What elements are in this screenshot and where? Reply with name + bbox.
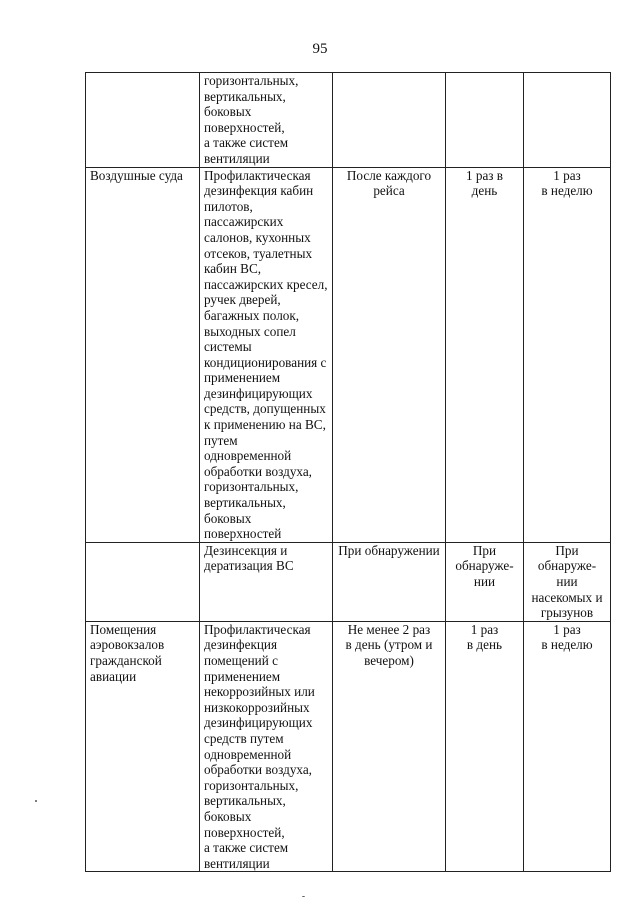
frequency-a-cell: 1 раз в день [446, 167, 524, 542]
object-cell: Помещения аэровокзалов гражданской авиации [86, 621, 200, 872]
frequency-b-cell: 1 раз в неделю [524, 167, 611, 542]
page-number: 95 [312, 41, 328, 57]
frequency-a-cell: 1 раз в день [446, 621, 524, 872]
frequency-b-cell: 1 раз в неделю [524, 621, 611, 872]
measure-cell: Профилактическая дезинфекция кабин пилотов, пассажирских салонов, кухонных отсеков, туалетных кабин ВС, пассажирских кресел, ручек дверей, багажных полок, выходных сопел системы кондиционирования с применением дезинфицирующих средств, допущенных к применению на ВС, путем одновременной обработки воздуха, горизонтальных, вертикальных, боковых поверхностей [200, 167, 333, 542]
when-cell: После каждого рейса [333, 167, 446, 542]
object-cell: Воздушные суда [86, 167, 200, 542]
table-row [86, 73, 611, 168]
scan-speck [35, 800, 37, 802]
table-row [86, 621, 611, 872]
frequency-b-cell [524, 73, 611, 168]
frequency-a-cell: При обнаруже- нии [446, 542, 524, 621]
table-row [86, 167, 611, 542]
object-cell [86, 73, 200, 168]
object-cell [86, 542, 200, 621]
when-cell [333, 73, 446, 168]
disinfection-table [85, 72, 611, 872]
when-cell: Не менее 2 раз в день (утром и вечером) [333, 621, 446, 872]
measure-cell: Дезинсекция и дератизация ВС [200, 542, 333, 621]
when-cell: При обнаружении [333, 542, 446, 621]
scan-speck [302, 896, 305, 897]
frequency-a-cell [446, 73, 524, 168]
measure-cell: Профилактическая дезинфекция помещений с применением некоррозийных или низкокоррозийных дезинфицирующих средств путем одновременной обработки воздуха, горизонтальных, вертикальных, боковых поверхностей, а также систем вентиляции [200, 621, 333, 872]
frequency-b-cell: При обнаруже- нии насекомых и грызунов [524, 542, 611, 621]
table-row [86, 542, 611, 621]
measure-cell: горизонтальных, вертикальных, боковых поверхностей, а также систем вентиляции [200, 73, 333, 168]
